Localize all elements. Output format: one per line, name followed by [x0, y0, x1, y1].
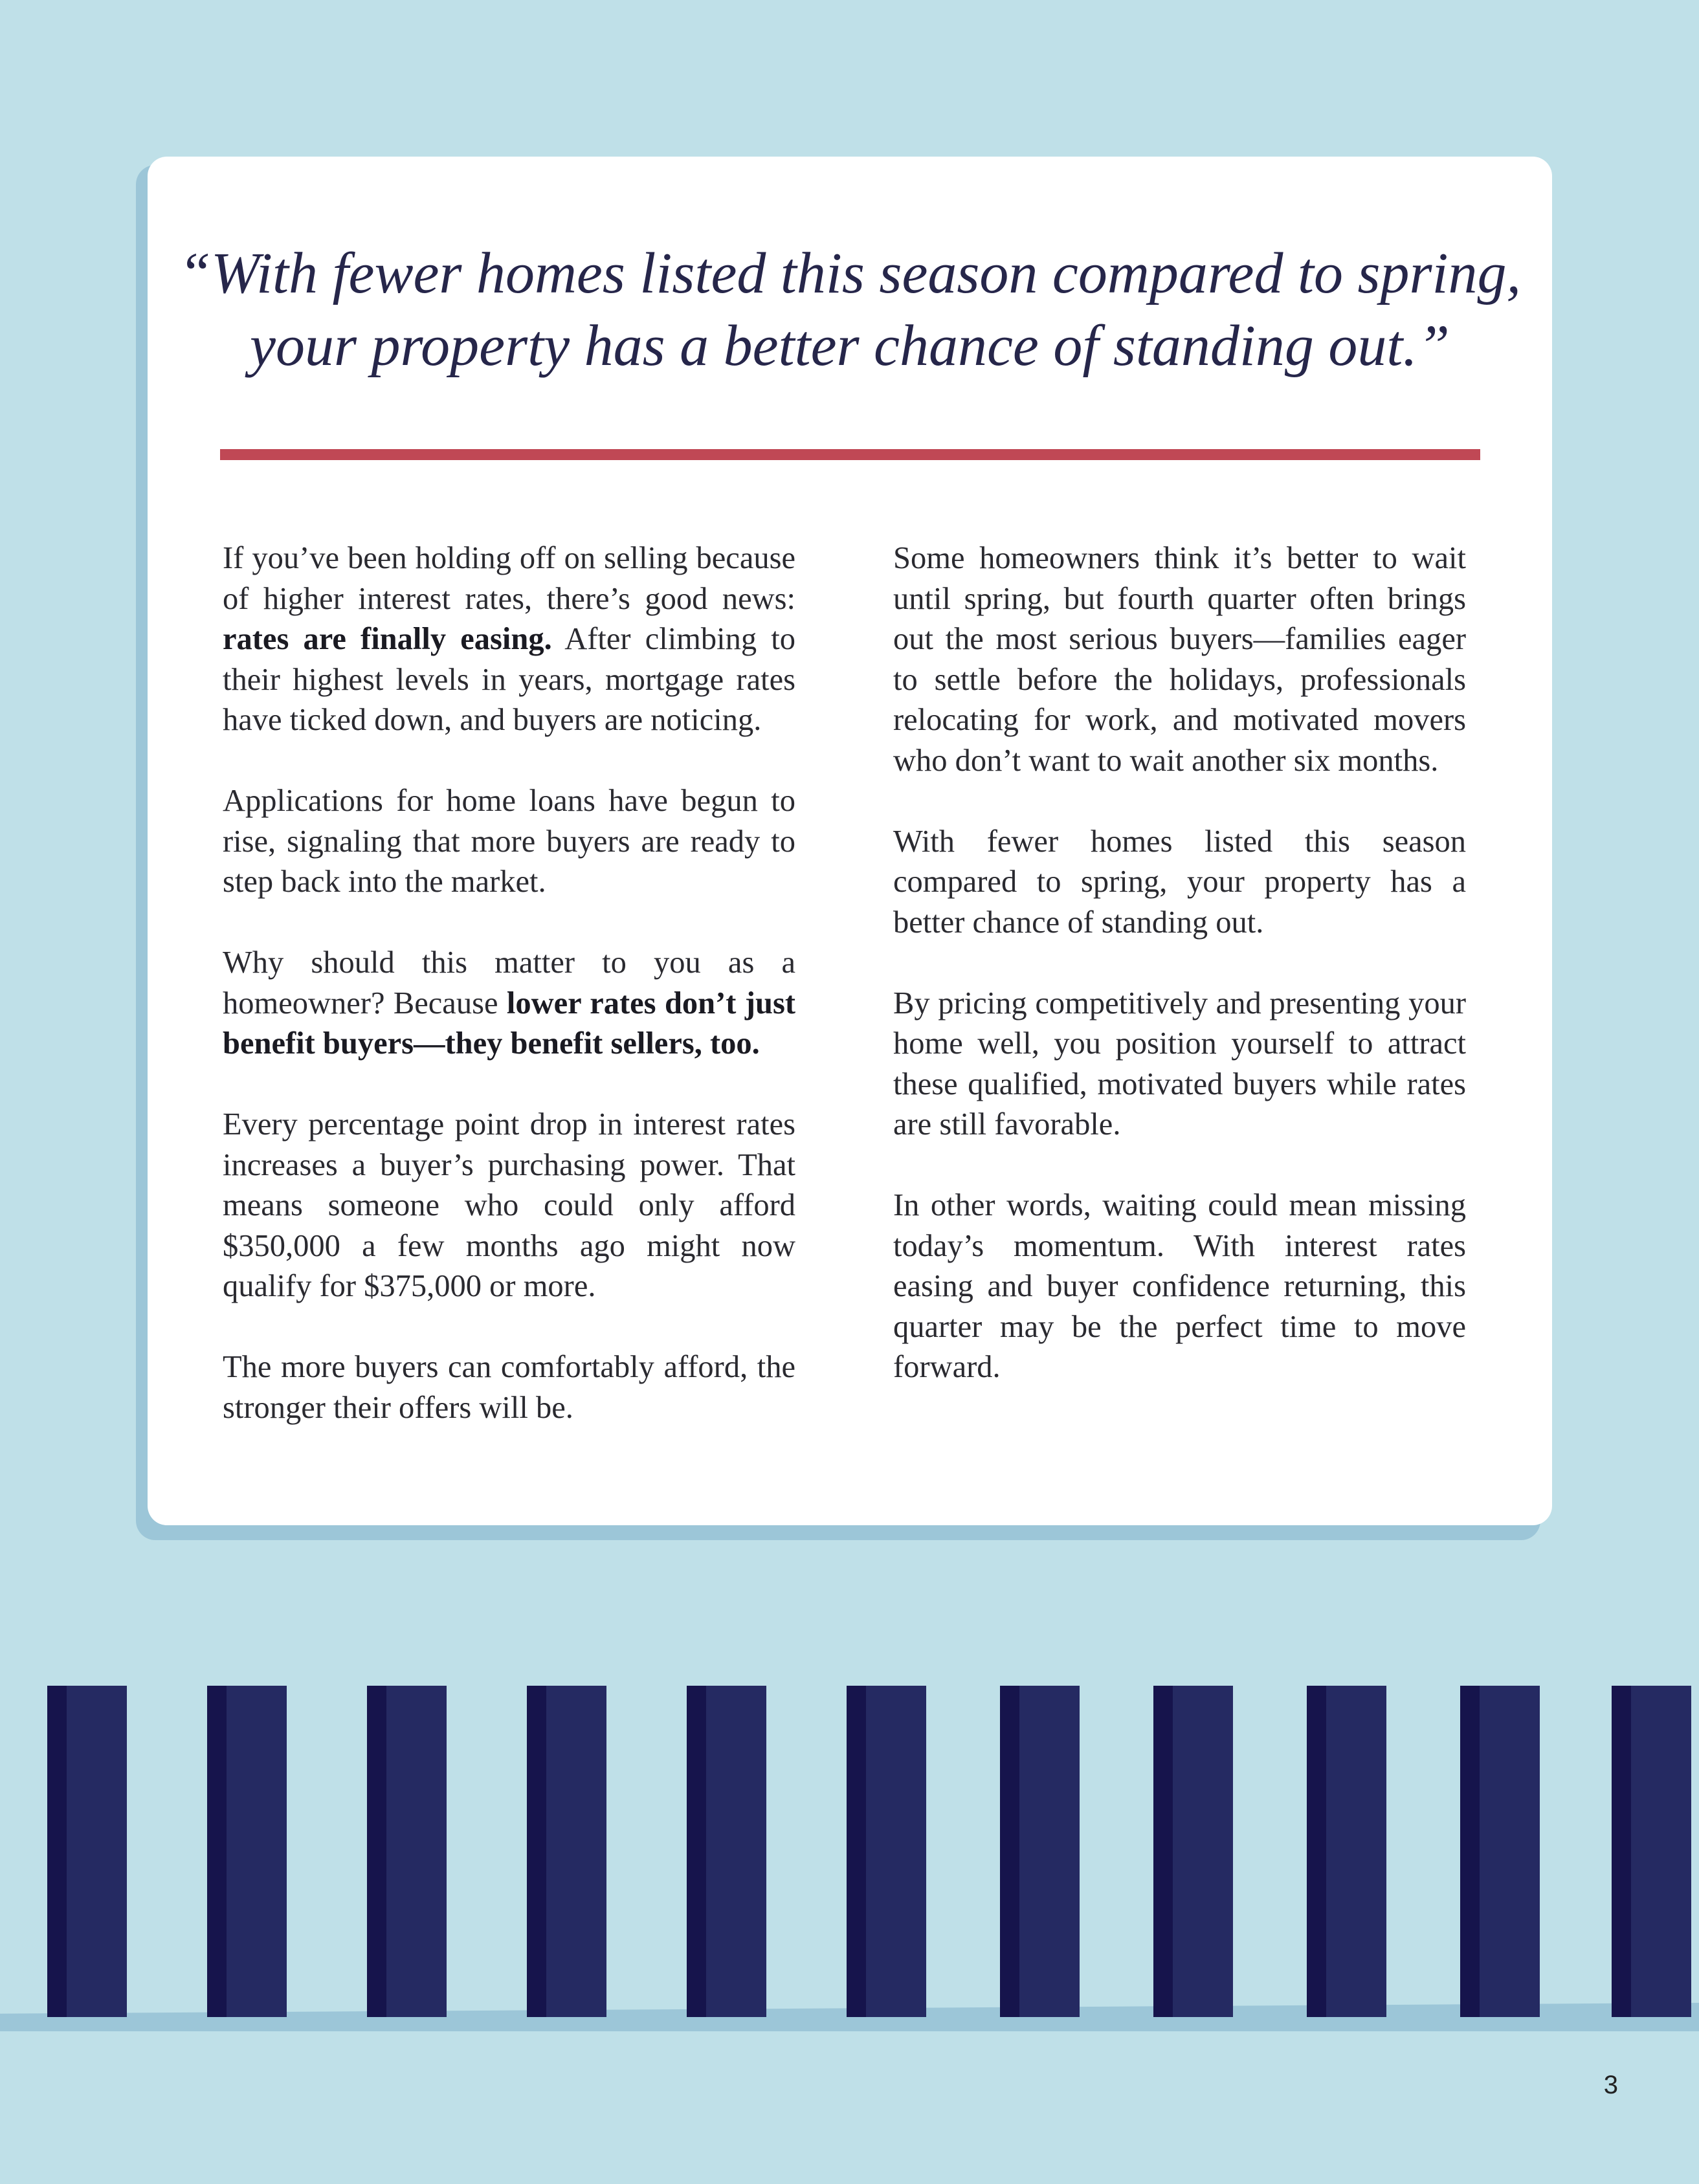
- paragraph: Some homeowners think it’s better to wait until spring, but fourth quarter often brings out the most serious buyers—families eager to settle before the holidays, professionals relocating for work, and motivated movers who don’t want to wait another six months.: [893, 541, 1466, 778]
- paragraph: Why should this matter to you as a homeowner? Because lower rates don’t just benefit buyers—they benefit sellers, too.: [223, 945, 795, 1061]
- fence-post: [1000, 1686, 1080, 2017]
- paragraph: The more buyers can comfortably afford, the stronger their offers will be.: [223, 1350, 795, 1425]
- fence-post: [847, 1686, 926, 2017]
- accent-rule: [220, 449, 1480, 460]
- fence-post: [687, 1686, 766, 2017]
- paragraph: In other words, waiting could mean missing today’s momentum. With interest rates easing and buyer confidence returning, this quarter may be the perfect time to move forward.: [893, 1188, 1466, 1384]
- fence-post: [367, 1686, 447, 2017]
- fence-post: [47, 1686, 127, 2017]
- fence-post: [207, 1686, 287, 2017]
- pull-quote: [148, 237, 1552, 382]
- paragraph: With fewer homes listed this season compared to spring, your property has a better chance of standing out.: [893, 824, 1466, 940]
- paragraph: Applications for home loans have begun to rise, signaling that more buyers are ready to step back into the market.: [223, 784, 795, 899]
- fence-post: [1307, 1686, 1386, 2017]
- pull-quote-line-2: your property has a better chance of standing out.”: [250, 314, 1450, 378]
- paragraph: Every percentage point drop in interest rates increases a buyer’s purchasing power. That means someone who could only afford $350,000 a few months ago might now qualify for $375,000 or more.: [223, 1107, 795, 1303]
- page-number: 3: [1603, 2071, 1618, 2099]
- fence-post: [527, 1686, 606, 2017]
- article-card: [148, 157, 1552, 1525]
- fence-post: [1153, 1686, 1233, 2017]
- paragraph: By pricing competitively and presenting your home well, you position yourself to attract these qualified, motivated buyers while rates are still favorable.: [893, 986, 1466, 1142]
- fence-post: [1612, 1686, 1691, 2017]
- fence-post: [1460, 1686, 1540, 2017]
- pull-quote-line-1: “With fewer homes listed this season compared to spring,: [178, 241, 1522, 305]
- left-column: [223, 538, 795, 1428]
- right-column: [893, 538, 1466, 1388]
- paragraph: If you’ve been holding off on selling because of higher interest rates, there’s good news: rates are finally easing. After climbing to their highest levels in years, mortgage rates have ticked down, and buyers are noticing.: [223, 541, 795, 737]
